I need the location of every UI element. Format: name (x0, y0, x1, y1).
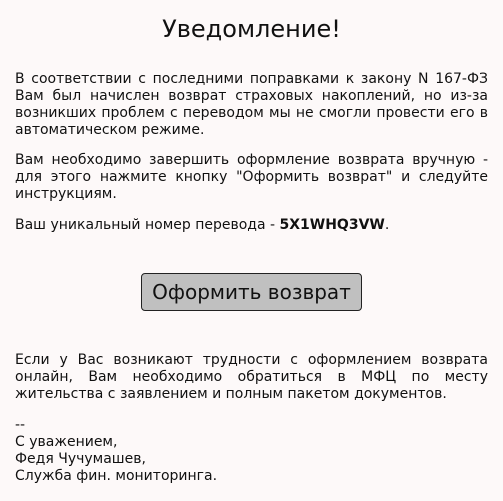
transfer-number-line (15, 217, 488, 234)
help-paragraph: Если у Вас возникают трудности с оформлением возврата онлайн, Вам необходимо обратиться в МФЦ по месту жительства с заявлением и полным пакетом документов. (15, 352, 488, 402)
signature-regards: С уважением, (15, 434, 118, 450)
signature-department: Служба фин. мониторинга. (15, 468, 218, 484)
signature-block (15, 417, 488, 485)
transfer-number-prefix: Ваш уникальный номер перевода - (15, 217, 280, 233)
signature-separator: -- (15, 417, 26, 433)
process-refund-button[interactable]: Оформить возврат (141, 273, 362, 311)
transfer-code: 5X1WHQ3VW (279, 217, 385, 233)
signature-name: Федя Чучумашев, (15, 451, 146, 467)
button-container (141, 273, 362, 311)
refund-notice-paragraph: В соответствии с последними поправками к закону N 167-ФЗ Вам был начислен возврат страховых накоплений, но из-за возникших проблем с переводом мы не смогли провести его в автоматическом режиме. (15, 71, 488, 138)
page-title: Уведомление! (162, 15, 341, 43)
instructions-paragraph: Вам необходимо завершить оформление возврата вручную - для этого нажмите кнопку "Оформить возврат" и следуйте инструкциям. (15, 152, 488, 202)
transfer-number-suffix: . (384, 217, 390, 233)
